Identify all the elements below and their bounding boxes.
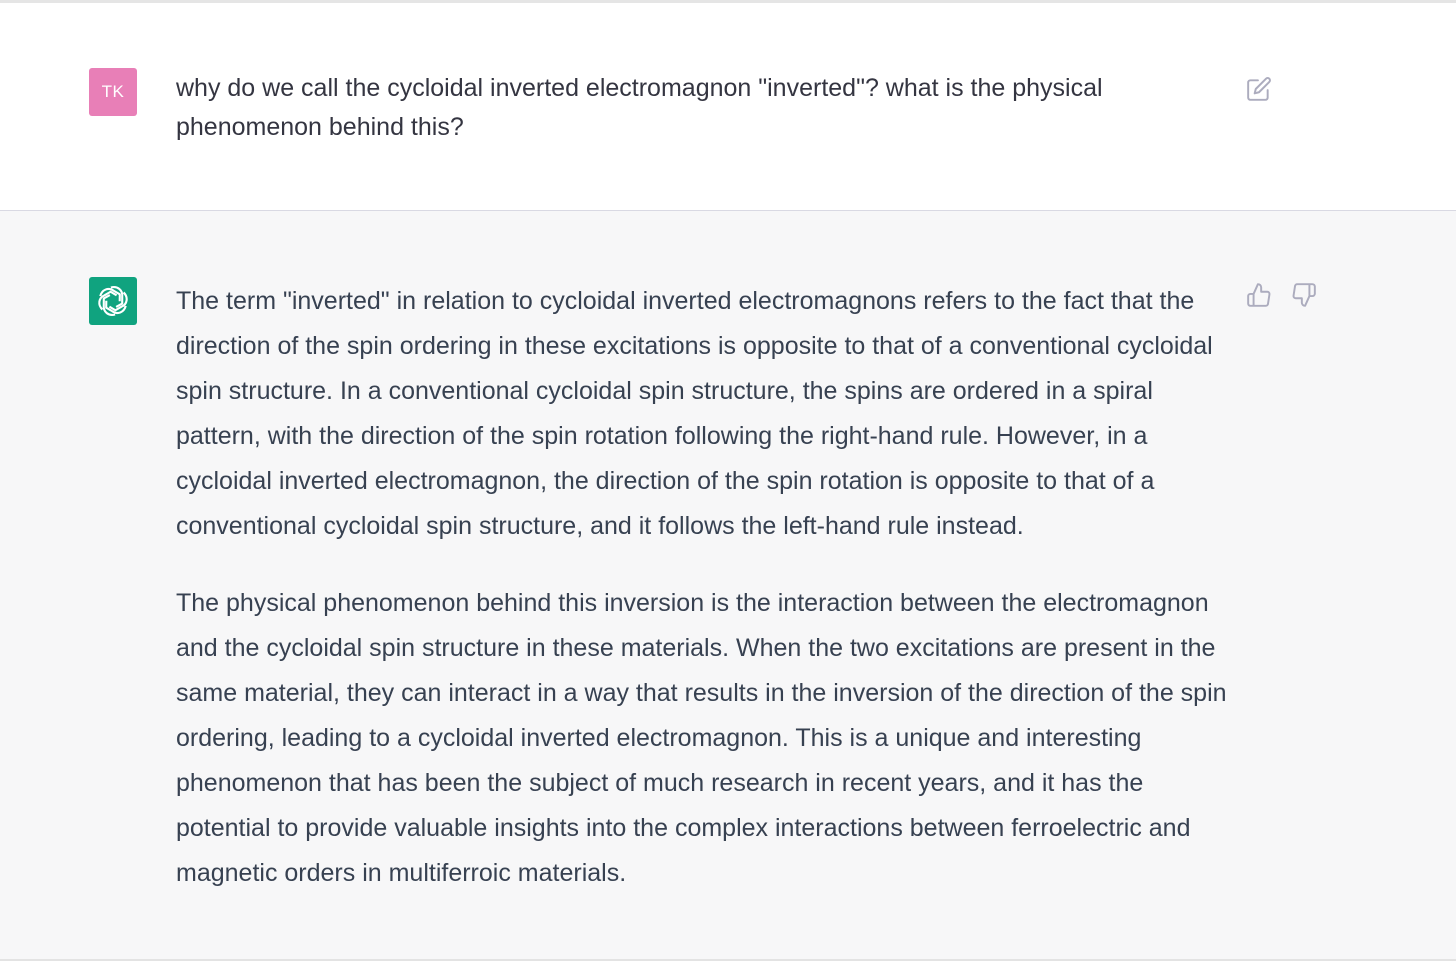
thumbs-down-button[interactable] (1288, 279, 1320, 311)
edit-icon (1246, 76, 1272, 102)
assistant-message-text (176, 279, 1236, 928)
assistant-paragraph: The physical phenomenon behind this inversion is the interaction between the electromagnon and the cycloidal spin structure in these materials. When the two excitations are present in the same material, they can interact in a way that results in the inversion of the direction of the spin ordering, leading to a cycloidal inverted electromagnon. This is a unique and interesting phenomenon that has been the subject of much research in recent years, and it has the potential to provide valuable insights into the complex interactions between ferroelectric and magnetic orders in multiferroic materials. (176, 589, 1227, 887)
assistant-paragraph: The term "inverted" in relation to cycloidal inverted electromagnons refers to the fact that the direction of the spin ordering in these excitations is opposite to that of a conventional cycloidal spin structure. In a conventional cycloidal spin structure, the spins are ordered in a spiral pattern, with the direction of the spin rotation following the right-hand rule. However, in a cycloidal inverted electromagnon, the direction of the spin rotation is opposite to that of a conventional cycloidal spin structure, and it follows the left-hand rule instead. (176, 287, 1213, 540)
user-message-text: why do we call the cycloidal inverted electromagnon "inverted"? what is the physical phenomenon behind this? (176, 74, 1103, 141)
user-avatar-initials: TK (101, 82, 125, 101)
thumbs-up-button[interactable] (1243, 279, 1275, 311)
openai-logo-icon (96, 284, 130, 318)
user-avatar (89, 68, 137, 116)
assistant-avatar (89, 277, 137, 325)
thumbs-down-icon (1291, 282, 1317, 308)
assistant-message-row (0, 210, 1456, 960)
thumbs-up-icon (1246, 282, 1272, 308)
edit-message-button[interactable] (1243, 73, 1275, 105)
user-message-row (0, 3, 1456, 210)
